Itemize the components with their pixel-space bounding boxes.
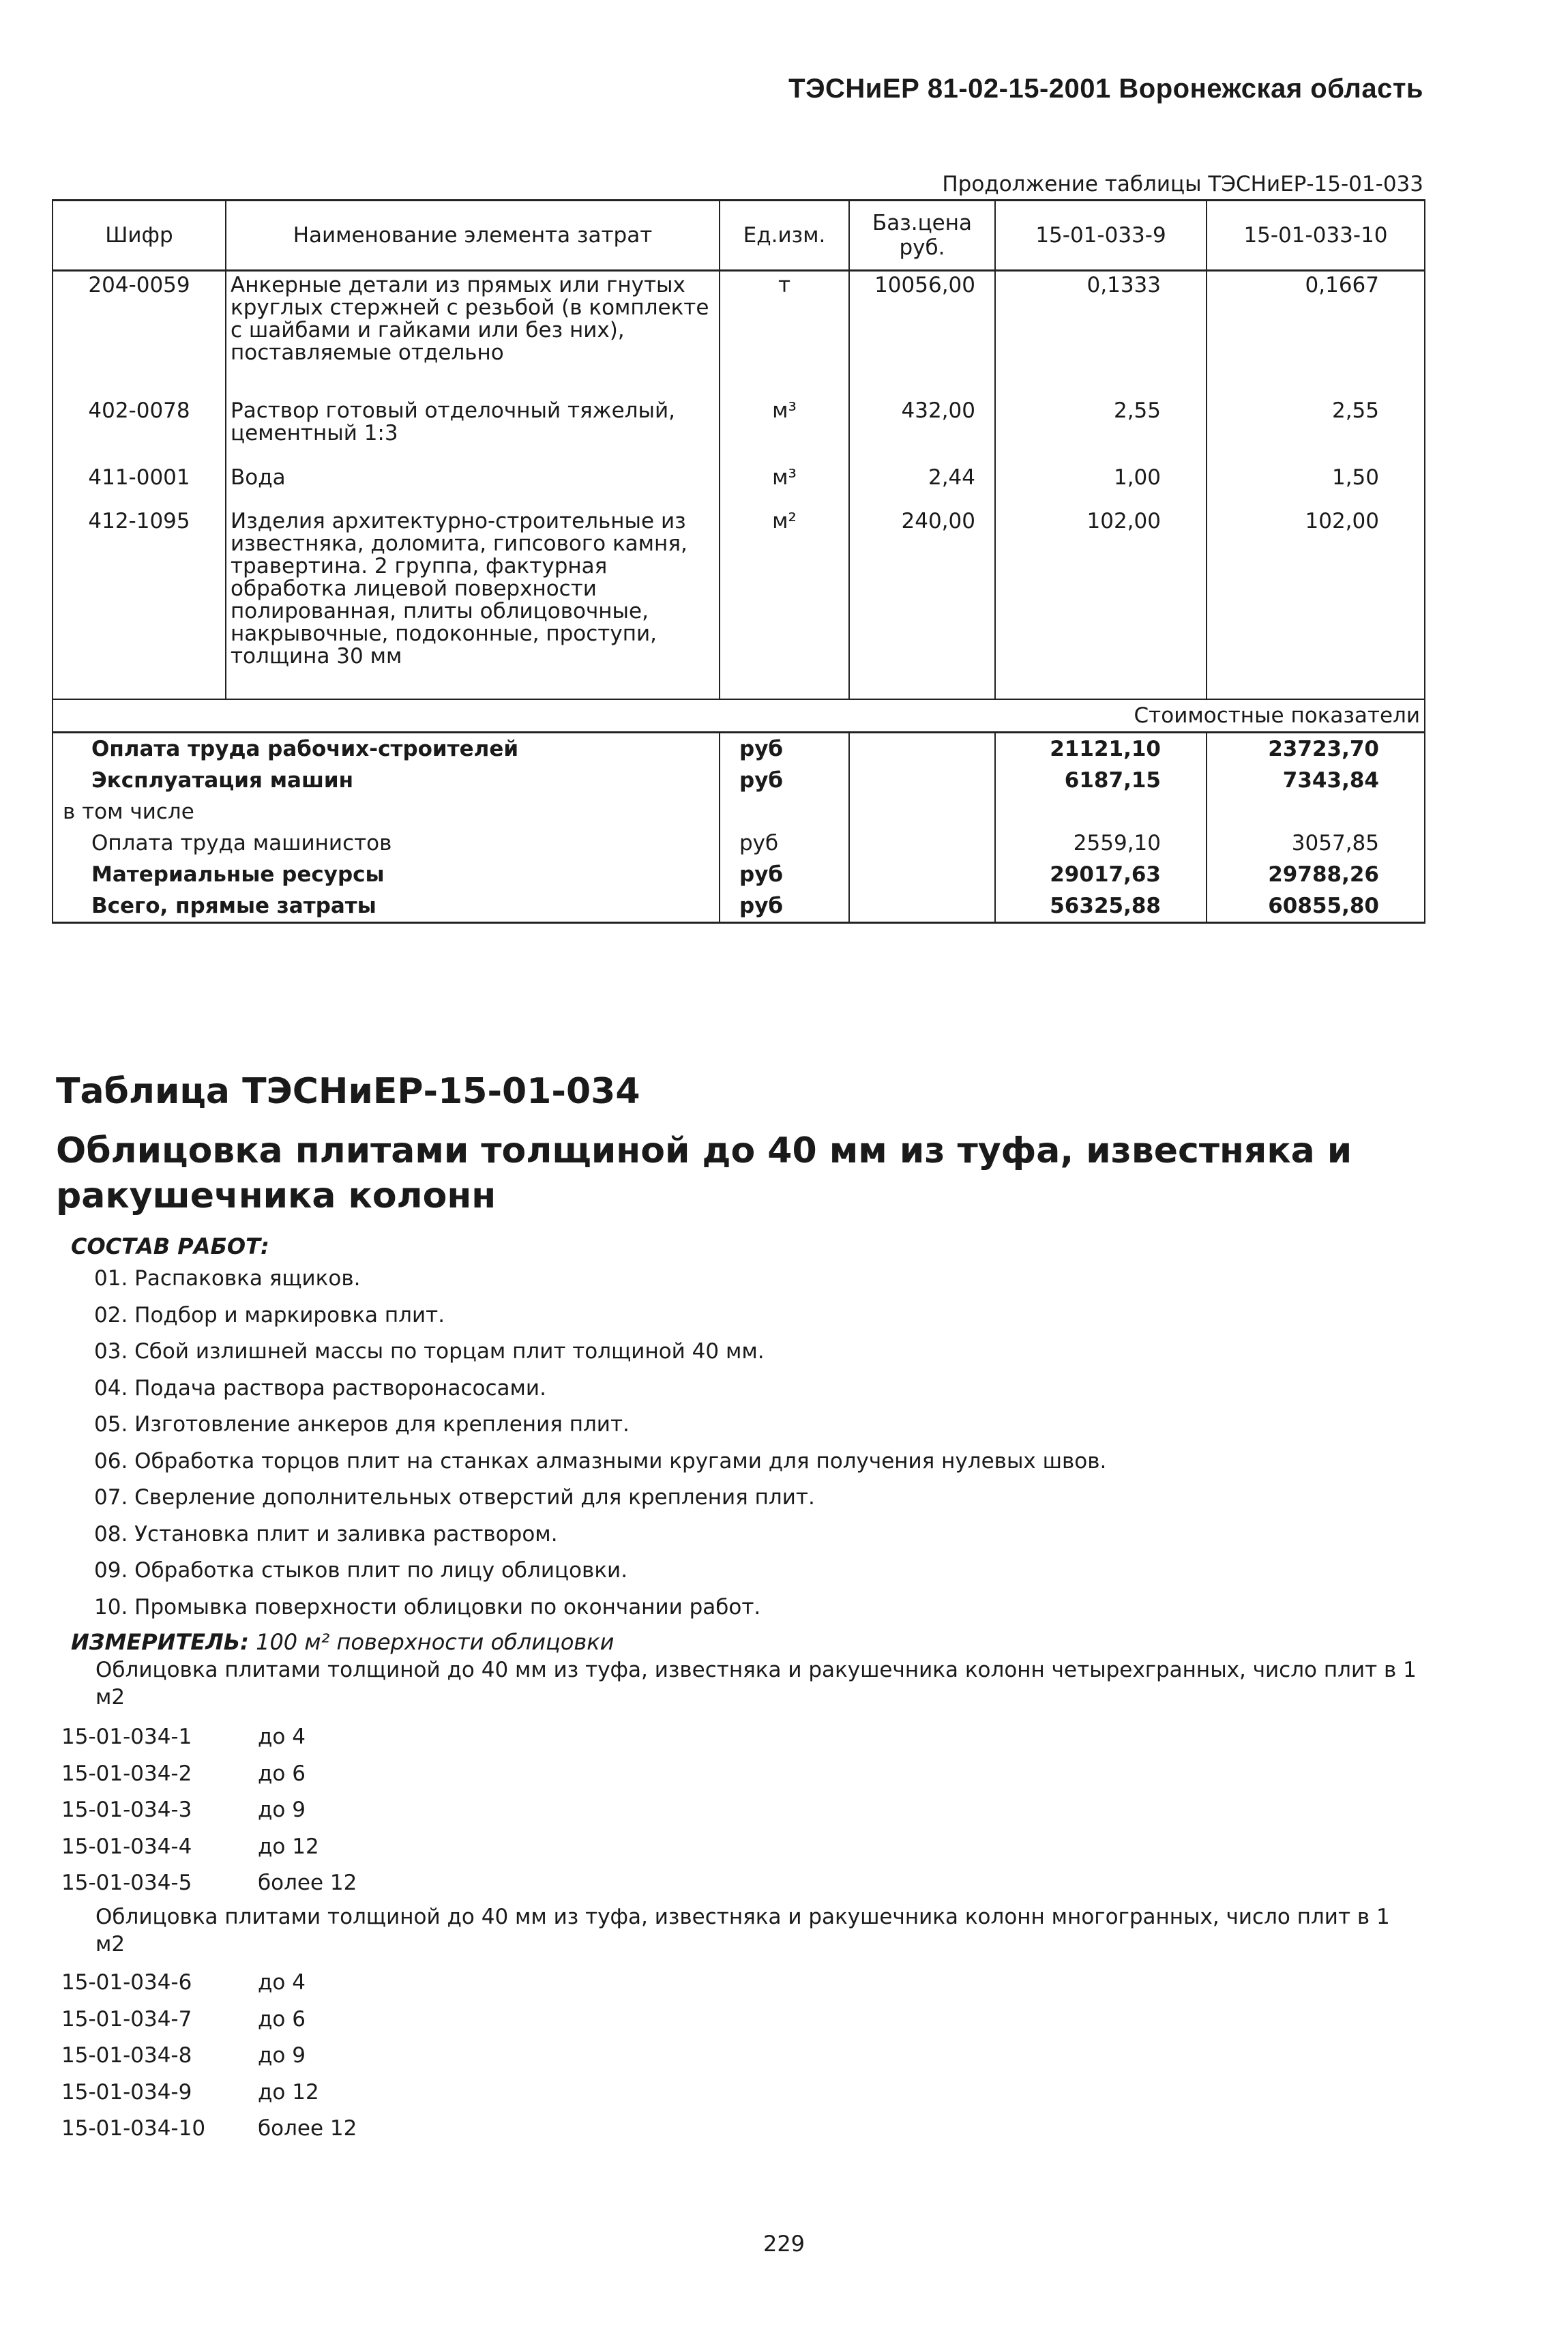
total-label: Всего, прямые затраты bbox=[53, 890, 720, 923]
total-value-9 bbox=[995, 796, 1207, 827]
column-header-price: Баз.цена руб. bbox=[849, 201, 995, 271]
cell-name: Изделия архитектурно-строительные из известняка, доломита, гипсового камня, травертина. 2 группа, фактурная обработка лицевой поверхности полированная, плиты облицовочные, накрывочные, подоконные, проступи, толщина 30 мм bbox=[226, 508, 720, 699]
rate-code: 15-01-034-3 bbox=[61, 1798, 192, 1822]
group1-rates-list bbox=[61, 1719, 357, 1902]
total-unit: руб bbox=[720, 890, 849, 923]
list-item bbox=[61, 2111, 357, 2148]
table-continuation-label: Продолжение таблицы ТЭСНиЕР-15-01-033 bbox=[942, 172, 1423, 196]
measure-line bbox=[71, 1629, 614, 1655]
total-value-9: 21121,10 bbox=[995, 733, 1207, 765]
list-item bbox=[61, 2075, 357, 2111]
cell-value-9: 102,00 bbox=[995, 508, 1207, 699]
total-label: Оплата труда машинистов bbox=[53, 827, 720, 859]
total-unit: руб bbox=[720, 733, 849, 765]
column-header-15-01-033-10: 15-01-033-10 bbox=[1207, 201, 1425, 271]
total-row bbox=[53, 827, 1425, 859]
works-label: СОСТАВ РАБОТ: bbox=[71, 1233, 269, 1259]
group2-description: Облицовка плитами толщиной до 40 мм из туфа, известняка и ракушечника колонн многогранных, число плит в 1 м2 bbox=[95, 1905, 1390, 1957]
cell-value-10: 102,00 bbox=[1207, 508, 1425, 699]
cell-value-9: 1,00 bbox=[995, 464, 1207, 508]
list-item: 05. Изготовление анкеров для крепления плит. bbox=[94, 1412, 630, 1437]
rate-label: до 6 bbox=[258, 1761, 306, 1786]
total-row bbox=[53, 733, 1425, 765]
total-value-9: 2559,10 bbox=[995, 827, 1207, 859]
measure-label: ИЗМЕРИТЕЛЬ: bbox=[71, 1629, 249, 1655]
cell-price: 10056,00 bbox=[849, 271, 995, 398]
rate-label: более 12 bbox=[258, 2116, 357, 2141]
list-item bbox=[61, 1756, 357, 1793]
total-value-10: 3057,85 bbox=[1207, 827, 1425, 859]
list-item bbox=[61, 1719, 357, 1756]
total-unit: руб bbox=[720, 859, 849, 890]
list-item: 04. Подача раствора растворонасосами. bbox=[94, 1375, 546, 1401]
group2-rates-list bbox=[61, 1965, 357, 2148]
cell-unit: т bbox=[720, 271, 849, 398]
cell-value-10: 1,50 bbox=[1207, 464, 1425, 508]
list-item: 03. Сбой излишней массы по торцам плит толщиной 40 мм. bbox=[94, 1339, 765, 1364]
page-header: ТЭСНиЕР 81-02-15-2001 Воронежская область bbox=[788, 74, 1423, 104]
total-price bbox=[849, 859, 995, 890]
table-row bbox=[53, 508, 1425, 699]
list-item: 10. Промывка поверхности облицовки по окончании работ. bbox=[94, 1594, 761, 1620]
table-header-row bbox=[53, 201, 1425, 271]
list-item: 09. Обработка стыков плит по лицу облицовки. bbox=[94, 1558, 628, 1583]
total-value-9: 56325,88 bbox=[995, 890, 1207, 923]
total-label: Эксплуатация машин bbox=[53, 765, 720, 796]
cell-value-10: 0,1667 bbox=[1207, 271, 1425, 398]
total-value-10 bbox=[1207, 796, 1425, 827]
table-row bbox=[53, 464, 1425, 508]
rate-code: 15-01-034-8 bbox=[61, 2043, 192, 2068]
list-item bbox=[61, 1965, 357, 2002]
rate-code: 15-01-034-5 bbox=[61, 1871, 192, 1895]
total-value-10: 29788,26 bbox=[1207, 859, 1425, 890]
cost-table bbox=[52, 199, 1425, 924]
section-header-row bbox=[53, 699, 1425, 733]
total-price bbox=[849, 827, 995, 859]
cell-price: 432,00 bbox=[849, 397, 995, 464]
cell-unit: м³ bbox=[720, 397, 849, 464]
total-value-10: 23723,70 bbox=[1207, 733, 1425, 765]
list-item: 02. Подбор и маркировка плит. bbox=[94, 1302, 445, 1328]
column-header-name: Наименование элемента затрат bbox=[226, 201, 720, 271]
column-header-unit: Ед.изм. bbox=[720, 201, 849, 271]
section-title: Таблица ТЭСНиЕР-15-01-034 bbox=[56, 1071, 640, 1112]
cost-indicators-label: Стоимостные показатели bbox=[53, 699, 1425, 733]
rate-label: до 4 bbox=[258, 1725, 306, 1749]
total-price bbox=[849, 765, 995, 796]
list-item: 07. Сверление дополнительных отверстий для крепления плит. bbox=[94, 1485, 815, 1510]
cell-price: 2,44 bbox=[849, 464, 995, 508]
total-row bbox=[53, 859, 1425, 890]
rate-code: 15-01-034-7 bbox=[61, 2006, 192, 2032]
rate-label: более 12 bbox=[258, 1871, 357, 1895]
list-item bbox=[61, 1792, 357, 1829]
total-value-10: 7343,84 bbox=[1207, 765, 1425, 796]
cell-unit: м³ bbox=[720, 464, 849, 508]
table-row bbox=[53, 271, 1425, 398]
table-row bbox=[53, 397, 1425, 464]
total-price bbox=[849, 890, 995, 923]
rate-label: до 12 bbox=[258, 1834, 319, 1859]
list-item bbox=[61, 1829, 357, 1866]
list-item bbox=[61, 2038, 357, 2075]
works-list bbox=[94, 1261, 1106, 1626]
rate-label: до 6 bbox=[258, 2006, 306, 2032]
rate-code: 15-01-034-1 bbox=[61, 1725, 192, 1749]
rate-label: до 12 bbox=[258, 2079, 319, 2105]
cell-name: Анкерные детали из прямых или гнутых круглых стержней с резьбой (в комплекте с шайбами и гайками или без них), поставляемые отдельно bbox=[226, 271, 720, 398]
total-label: Оплата труда рабочих-строителей bbox=[53, 733, 720, 765]
rate-label: до 4 bbox=[258, 1970, 306, 1995]
cell-code: 204-0059 bbox=[53, 271, 226, 398]
rate-code: 15-01-034-9 bbox=[61, 2079, 192, 2105]
total-row bbox=[53, 796, 1425, 827]
total-price bbox=[849, 733, 995, 765]
list-item bbox=[61, 1865, 357, 1902]
total-unit: руб bbox=[720, 827, 849, 859]
total-row bbox=[53, 765, 1425, 796]
measure-value: 100 м² поверхности облицовки bbox=[256, 1629, 615, 1655]
rate-code: 15-01-034-2 bbox=[61, 1761, 192, 1786]
column-header-code: Шифр bbox=[53, 201, 226, 271]
column-header-15-01-033-9: 15-01-033-9 bbox=[995, 201, 1207, 271]
page-number: 229 bbox=[763, 2231, 805, 2257]
cell-price: 240,00 bbox=[849, 508, 995, 699]
group1-description: Облицовка плитами толщиной до 40 мм из туфа, известняка и ракушечника колонн четырехгранных, число плит в 1 м2 bbox=[95, 1658, 1417, 1710]
total-value-9: 29017,63 bbox=[995, 859, 1207, 890]
total-row bbox=[53, 890, 1425, 923]
total-unit: руб bbox=[720, 765, 849, 796]
rate-code: 15-01-034-6 bbox=[61, 1970, 192, 1995]
cell-code: 411-0001 bbox=[53, 464, 226, 508]
cell-value-9: 0,1333 bbox=[995, 271, 1207, 398]
cell-value-9: 2,55 bbox=[995, 397, 1207, 464]
total-label: в том числе bbox=[53, 796, 720, 827]
total-unit bbox=[720, 796, 849, 827]
cell-name: Раствор готовый отделочный тяжелый, цементный 1:3 bbox=[226, 397, 720, 464]
total-value-9: 6187,15 bbox=[995, 765, 1207, 796]
list-item: 06. Обработка торцов плит на станках алмазными кругами для получения нулевых швов. bbox=[94, 1448, 1107, 1474]
total-value-10: 60855,80 bbox=[1207, 890, 1425, 923]
rate-code: 15-01-034-4 bbox=[61, 1834, 192, 1859]
cell-value-10: 2,55 bbox=[1207, 397, 1425, 464]
rate-label: до 9 bbox=[258, 1798, 306, 1822]
cell-unit: м² bbox=[720, 508, 849, 699]
total-price bbox=[849, 796, 995, 827]
section-subtitle: Облицовка плитами толщиной до 40 мм из туфа, известняка и ракушечника колонн bbox=[56, 1130, 1352, 1216]
cell-name: Вода bbox=[226, 464, 720, 508]
rate-label: до 9 bbox=[258, 2043, 306, 2068]
list-item: 01. Распаковка ящиков. bbox=[94, 1266, 361, 1291]
list-item bbox=[61, 2002, 357, 2038]
cell-code: 412-1095 bbox=[53, 508, 226, 699]
cell-code: 402-0078 bbox=[53, 397, 226, 464]
rate-code: 15-01-034-10 bbox=[61, 2116, 206, 2141]
list-item: 08. Установка плит и заливка раствором. bbox=[94, 1521, 558, 1547]
total-label: Материальные ресурсы bbox=[53, 859, 720, 890]
